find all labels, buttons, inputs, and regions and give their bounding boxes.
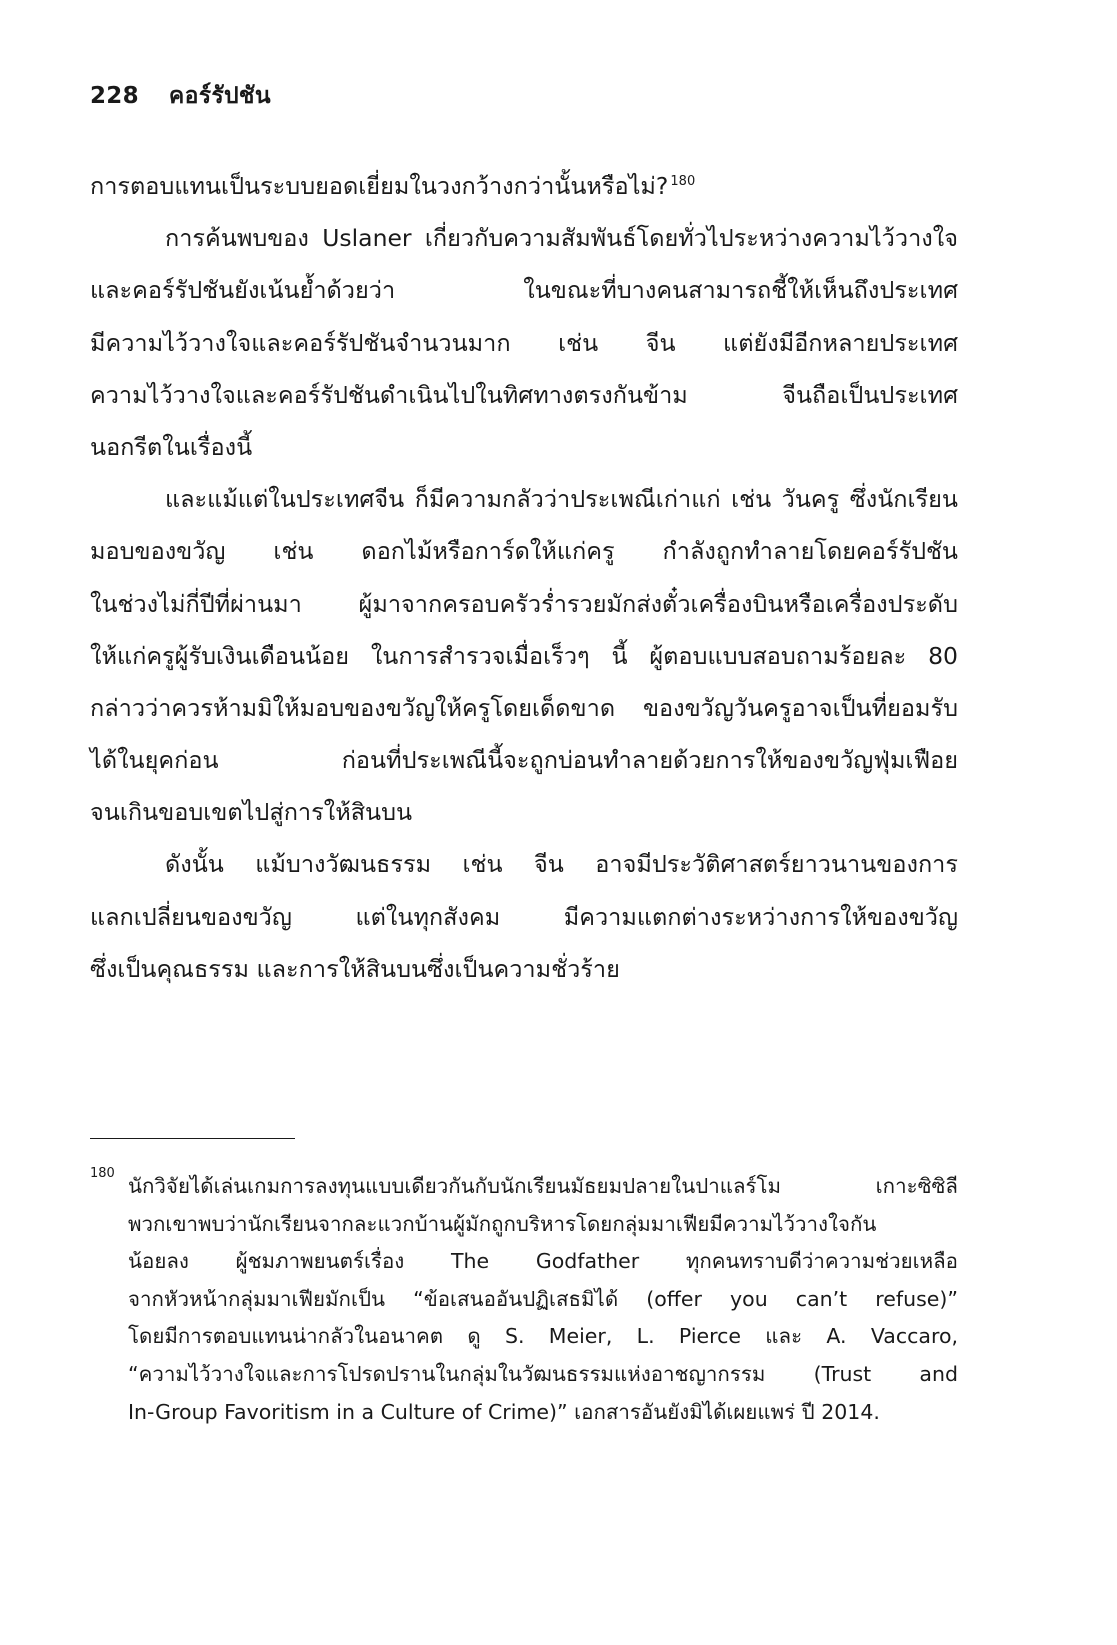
footnote-line: จากหัวหน้ากลุ่มมาเฟียมักเป็น “ข้อเสนออันปฏิเสธมิได้ (offer you can’t refuse)” — [128, 1286, 958, 1311]
paragraph-line: ดังนั้น แม้บางวัฒนธรรม เช่น จีน อาจมีประวัติศาสตร์ยาวนานของการ — [165, 850, 958, 879]
footnote-line: น้อยลง ผู้ชมภาพยนตร์เรื่อง The Godfather ทุกคนทราบดีว่าความช่วยเหลือ — [128, 1249, 958, 1274]
paragraph-line: และแม้แต่ในประเทศจีน ก็มีความกลัวว่าประเพณีเก่าแก่ เช่น วันครู ซึ่งนักเรียน — [165, 485, 958, 514]
paragraph-line: นอกรีตในเรื่องนี้ — [90, 432, 253, 461]
footnote-line: พวกเขาพบว่านักเรียนจากละแวกบ้านผู้มักถูกบริหารโดยกลุ่มมาเฟียมีความไว้วางใจกัน — [128, 1211, 877, 1236]
paragraph-line: จนเกินขอบเขตไปสู่การให้สินบน — [90, 798, 413, 827]
footnote — [90, 1168, 958, 1431]
paragraph-line: ให้แก่ครูผู้รับเงินเดือนน้อย ในการสำรวจเมื่อเร็วๆ นี้ ผู้ตอบแบบสอบถามร้อยละ 80 — [90, 641, 958, 670]
footnote-line: นักวิจัยได้เล่นเกมการลงทุนแบบเดียวกันกับนักเรียนมัธยมปลายในปาแลร์โม เกาะซิซิลี — [128, 1174, 958, 1198]
paragraph-line: มอบของขวัญ เช่น ดอกไม้หรือการ์ดให้แก่ครู กำลังถูกทำลายโดยคอร์รัปชัน — [90, 537, 958, 566]
footnote-divider — [90, 1138, 295, 1139]
paragraph-line: และคอร์รัปชันยังเน้นย้ำด้วยว่า ในขณะที่บางคนสามารถชี้ให้เห็นถึงประเทศ — [90, 276, 958, 305]
footnote-number: 180 — [90, 1166, 115, 1181]
running-header — [90, 78, 271, 114]
paragraph-line: มีความไว้วางใจและคอร์รัปชันจำนวนมาก เช่น จีน แต่ยังมีอีกหลายประเทศ — [90, 328, 958, 357]
body-text — [90, 160, 958, 995]
paragraph-line: การตอบแทนเป็นระบบยอดเยี่ยมในวงกว้างกว่านั้นหรือไม่? $^{180}$ — [90, 172, 696, 200]
running-title: คอร์รัปชัน — [168, 83, 271, 109]
paragraph-line: ในช่วงไม่กี่ปีที่ผ่านมา ผู้มาจากครอบครัวร่ำรวยมักส่งตั๋วเครื่องบินหรือเครื่องประดับ — [90, 589, 958, 618]
paragraph-line: กล่าวว่าควรห้ามมิให้มอบของขวัญให้ครูโดยเด็ดขาด ของขวัญวันครูอาจเป็นที่ยอมรับ — [90, 693, 958, 722]
footnote-reference[interactable]: 180 — [670, 174, 696, 190]
footnote-line: “ความไว้วางใจและการโปรดปรานในกลุ่มในวัฒนธรรมแห่งอาชญากรรม (Trust and — [128, 1361, 958, 1386]
footnote-line: โดยมีการตอบแทนน่ากลัวในอนาคต ดู S. Meier, L. Pierce และ A. Vaccaro, — [128, 1324, 958, 1349]
paragraph-line: ความไว้วางใจและคอร์รัปชันดำเนินไปในทิศทางตรงกันข้าม จีนถือเป็นประเทศ — [90, 380, 958, 409]
page-number: 228 — [90, 83, 139, 109]
paragraph-line: แลกเปลี่ยนของขวัญ แต่ในทุกสังคม มีความแตกต่างระหว่างการให้ของขวัญ — [90, 902, 958, 931]
footnote-text — [128, 1168, 958, 1431]
paragraph-line: การค้นพบของ Uslaner เกี่ยวกับความสัมพันธ์โดยทั่วไประหว่างความไว้วางใจ — [165, 224, 958, 253]
paragraph-line: ซึ่งเป็นคุณธรรม และการให้สินบนซึ่งเป็นความชั่วร้าย — [90, 954, 620, 983]
footnote-line: In-Group Favoritism in a Culture of Crime)” เอกสารอันยังมิได้เผยแพร่ ปี 2014. — [128, 1399, 880, 1424]
paragraph-line: ได้ในยุคก่อน ก่อนที่ประเพณีนี้จะถูกบ่อนทำลายด้วยการให้ของขวัญฟุ่มเฟือย — [90, 746, 958, 775]
